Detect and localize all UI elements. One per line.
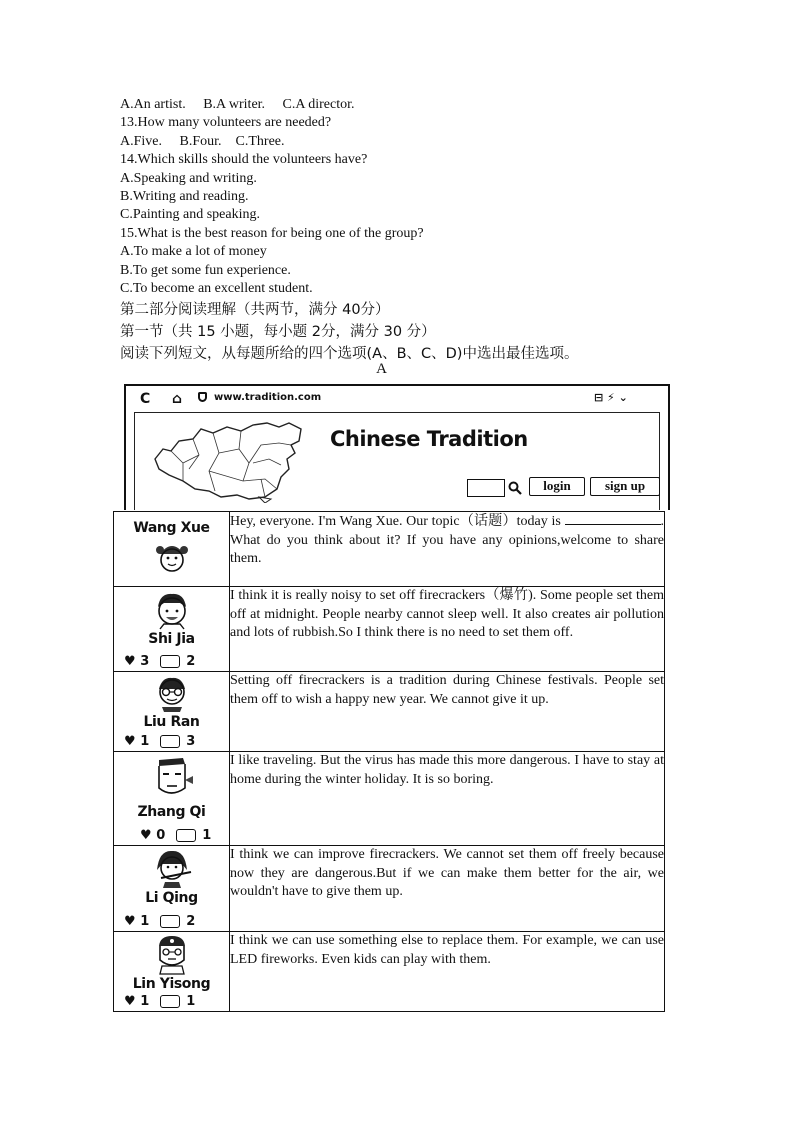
question-line: 14.Which skills should the volunteers have? — [120, 152, 368, 168]
search-icon[interactable] — [508, 481, 522, 495]
search-input[interactable] — [467, 479, 505, 497]
shield-icon — [198, 392, 207, 402]
table-row — [114, 672, 665, 752]
question-line: A.Speaking and writing. — [120, 170, 257, 186]
avatar — [150, 591, 194, 631]
question-line: A.Five. B.Four. C.Three. — [120, 133, 285, 149]
post-stats — [124, 734, 195, 749]
table-row — [114, 587, 665, 672]
china-map-icon — [149, 419, 319, 503]
user-name: Wang Xue — [133, 520, 210, 536]
refresh-icon[interactable]: C — [140, 391, 151, 407]
like-count: 1 — [140, 734, 150, 749]
question-line: A.An artist. B.A writer. C.A director. — [120, 97, 355, 112]
user-cell — [114, 672, 230, 752]
avatar — [147, 754, 197, 804]
post-stats — [124, 914, 195, 929]
post-text: I think we can improve firecrackers. We cannot set them off freely because now they are dangerous.But if we can make them better for the air, we wouldn't have to give them up. — [230, 846, 665, 932]
post-stats — [124, 994, 195, 1009]
post-text: Hey, everyone. I'm Wang Xue. Our topic（话题）today is . What do you think about it? If you have any opinions,welcome to share them. — [230, 512, 665, 587]
like-count: 1 — [140, 914, 150, 929]
comment-icon[interactable] — [160, 655, 180, 668]
window-controls[interactable]: ⊟ ⚡ ⌄ — [594, 391, 628, 404]
heart-icon[interactable]: ♥ — [124, 994, 136, 1009]
like-count: 0 — [156, 828, 166, 843]
question-list — [120, 96, 720, 298]
passage-label: A — [376, 361, 387, 377]
comment-count: 2 — [186, 654, 196, 669]
question-line: C.Painting and speaking. — [120, 207, 260, 223]
question-line: B.To get some fun experience. — [120, 262, 291, 278]
home-icon[interactable]: ⌂ — [172, 391, 183, 407]
site-title: Chinese Tradition — [330, 427, 528, 451]
avatar — [150, 934, 194, 976]
like-count: 1 — [140, 994, 150, 1009]
sign-up-button[interactable]: sign up — [590, 477, 660, 496]
question-line: A.To make a lot of money — [120, 244, 267, 260]
comment-count: 1 — [186, 994, 196, 1009]
part2-section1-heading: 第一节（共 15 小题，每小题 2分，满分 30 分） — [120, 324, 436, 340]
question-line: C.To become an excellent student. — [120, 281, 313, 297]
question-line: 13.How many volunteers are needed? — [120, 115, 332, 131]
post-text: Setting off firecrackers is a tradition during Chinese festivals. People set them off to wish a happy new year. We cannot give it up. — [230, 672, 665, 752]
table-row — [114, 932, 665, 1012]
user-name: Shi Jia — [148, 631, 195, 647]
browser-window — [124, 384, 670, 510]
avatar — [149, 848, 195, 890]
avatar — [152, 536, 192, 576]
login-button[interactable]: login — [529, 477, 585, 496]
comment-count: 1 — [202, 828, 212, 843]
like-count: 3 — [140, 654, 150, 669]
post-stats — [124, 654, 195, 669]
user-cell — [114, 846, 230, 932]
post-text: I think it is really noisy to set off firecrackers（爆竹). Some people set them off at midnight. People nearby cannot sleep well. It also creates air pollution and lots of rubbish.So I think there is no need to set them off. — [230, 587, 665, 672]
user-name: Liu Ran — [143, 714, 200, 730]
comment-icon[interactable] — [160, 915, 180, 928]
answer-blank — [565, 512, 661, 525]
user-name: Lin Yisong — [132, 976, 211, 992]
table-row — [114, 846, 665, 932]
user-cell — [114, 587, 230, 672]
user-cell — [114, 512, 230, 587]
comment-icon[interactable] — [160, 995, 180, 1008]
heart-icon[interactable]: ♥ — [140, 828, 152, 843]
post-stats — [140, 828, 211, 843]
comment-count: 3 — [186, 734, 196, 749]
user-name: Li Qing — [145, 890, 198, 906]
browser-toolbar — [126, 386, 668, 412]
avatar — [150, 674, 194, 714]
instruction-text: 阅读下列短文，从每题所给的四个选项(A、B、C、D)中选出最佳选项。 — [120, 346, 579, 362]
comment-icon[interactable] — [176, 829, 196, 842]
user-cell — [114, 752, 230, 846]
post-text: I think we can use something else to replace them. For example, we can use LED fireworks. Even kids can play with them. — [230, 932, 665, 1012]
table-row — [114, 752, 665, 846]
heart-icon[interactable]: ♥ — [124, 914, 136, 929]
user-cell — [114, 932, 230, 1012]
comment-icon[interactable] — [160, 735, 180, 748]
address-bar[interactable]: www.tradition.com — [214, 392, 322, 403]
heart-icon[interactable]: ♥ — [124, 734, 136, 749]
question-line: 15.What is the best reason for being one of the group? — [120, 225, 424, 241]
page-content — [134, 412, 660, 510]
forum-posts-table — [113, 511, 665, 1012]
user-name: Zhang Qi — [137, 804, 206, 820]
post-text: I like traveling. But the virus has made this more dangerous. I have to stay at home during the winter holiday. It is so boring. — [230, 752, 665, 846]
comment-count: 2 — [186, 914, 196, 929]
part2-heading: 第二部分阅读理解（共两节，满分 40分） — [120, 302, 390, 318]
heart-icon[interactable]: ♥ — [124, 654, 136, 669]
question-line: B.Writing and reading. — [120, 189, 249, 205]
table-row — [114, 512, 665, 587]
